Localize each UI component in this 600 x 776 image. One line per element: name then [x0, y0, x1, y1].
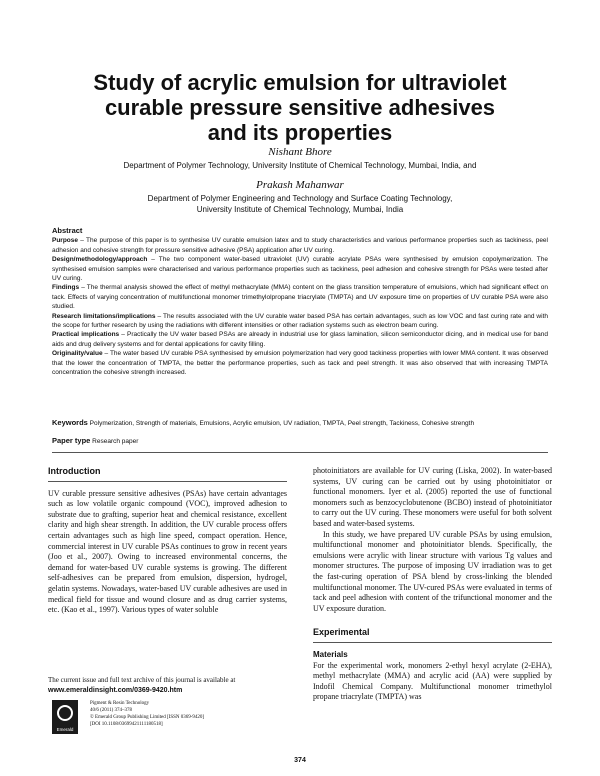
design-label: Design/methodology/approach	[52, 256, 148, 264]
purpose-text: – The purpose of this paper is to synthesise UV curable emulsion latex and to study characteristics and various performance properties such as tackiness, peel adhesion and cohesive strength for pressure sensitive adhesive (PSA) application after UV curing.	[52, 237, 548, 254]
abstract-limitations	[52, 312, 548, 331]
limitations-text: – The results associated with the UV curable water based PSA has certain advantages, such as low VOC and fast curing rate and with the scope for further research by using the radiations with different intensities or other radiation systems such as electron beam curing.	[52, 312, 548, 330]
paper-type-text: Research paper	[92, 438, 139, 445]
introduction-paragraph: UV curable pressure sensitive adhesives (PSAs) have certain advantages such as low volatile organic compound (VOC), improved adhesion to substrate due to grafting, superior heat and chemical resistance, excellent clarity and high shear strength. In addition, the UV curable process offers certain advantages such as high line speed, compact operation. Hence, commercial interest in UV curable PSAs continues to grow in recent years (Joo et al., 2007). Owing to increased environmental concerns, the demand for water-based UV curable systems is growing. The different self-adhesives can be prepared from emulsion, dispersion, hydrogel, gelatin systems. Nowadays, water-based UV curable adhesives are used in medical field for tissue and wound closure and as drug carrier systems, etc. (Kao et al., 1997). Various types of water soluble	[48, 488, 287, 615]
practical-label: Practical implications	[52, 331, 120, 339]
practical-text: – Practically the UV water based PSAs are already in industrial use for glass lamination, silicon semiconductor dicing, and in medical use for band aids and drug delivery systems and for dental applications for cavity filling.	[52, 331, 548, 348]
journal-url[interactable]: www.emeraldinsight.com/0369-9420.htm	[48, 686, 183, 694]
design-text: – The two component water-based ultraviolet (UV) curable acrylate PSAs were synthesised by emulsion copolymerization. The synthesised emulsion samples were characterised and various performance properties such as tackiness, peel adhesion and cohesive strength for PSAs were tested after UV curing.	[52, 256, 548, 283]
logo-word: Emerald	[56, 727, 74, 732]
paper-type-label: Paper type	[52, 436, 91, 445]
spacer	[313, 614, 552, 627]
journal-publisher: © Emerald Group Publishing Limited [ISSN 0369-9420]	[90, 715, 205, 720]
emerald-logo	[52, 700, 78, 734]
journal-volume: 40/6 (2011) 374–378	[90, 708, 133, 713]
abstract-design	[52, 255, 548, 283]
footnote	[48, 676, 288, 695]
journal-doi: [DOI 10.1108/03699421111180518]	[90, 722, 163, 727]
keywords-label: Keywords	[52, 418, 88, 427]
title-line-3: and its properties	[207, 120, 393, 145]
logo-ring-icon	[57, 705, 73, 721]
abstract-practical	[52, 330, 548, 349]
divider	[313, 642, 552, 643]
keywords	[52, 418, 548, 427]
affiliation-line: University Institute of Chemical Technology, Mumbai, India	[196, 205, 404, 214]
findings-label: Findings	[52, 284, 80, 292]
affiliation-line: Department of Polymer Engineering and Technology and Surface Coating Technology,	[147, 194, 453, 203]
purpose-label: Purpose	[52, 237, 79, 245]
title-line-2: curable pressure sensitive adhesives	[104, 95, 496, 120]
left-column	[48, 466, 287, 616]
abstract-originality	[52, 349, 548, 377]
abstract	[52, 226, 548, 378]
journal-info	[90, 700, 290, 728]
divider	[48, 481, 287, 482]
introduction-heading: Introduction	[48, 466, 101, 476]
findings-text: – The thermal analysis showed the effect of methyl methacrylate (MMA) content on the glass transition temperature of emulsions, which had significant effect on tack. Effects of varying concentration of multifunctional monomer trimethylolpropane triacrylate (TMPTA) and UV exposure time on properties of UV curable PSA were also studied.	[52, 284, 548, 311]
author-affiliation	[60, 160, 540, 171]
journal-name: Pigment & Resin Technology	[90, 701, 150, 706]
paper-title	[40, 70, 560, 145]
keywords-text: Polymerization, Strength of materials, Emulsions, Acrylic emulsion, UV radiation, TMPTA, Peel strength, Tackiness, Cohesive strength	[89, 420, 475, 427]
page-number: 374	[294, 757, 306, 764]
paper-type	[52, 436, 548, 445]
right-column	[313, 466, 552, 703]
divider	[52, 452, 548, 453]
materials-paragraph: For the experimental work, monomers 2-ethyl hexyl acrylate (2-EHA), methyl methacrylate (MMA) and acrylic acid (AA) were supplied by Indofil Chemical Company. Multifunctional monomer trimethylol propane triacrylate (TMPTA) was	[313, 660, 552, 702]
title-line-1: Study of acrylic emulsion for ultraviolet	[93, 70, 507, 95]
experimental-heading: Experimental	[313, 627, 370, 638]
materials-heading: Materials	[313, 649, 348, 659]
abstract-findings	[52, 283, 548, 311]
affiliation-line: Department of Polymer Technology, University Institute of Chemical Technology, Mumbai, India, and	[123, 161, 477, 170]
author-affiliation	[60, 193, 540, 215]
abstract-purpose	[52, 236, 548, 255]
body-paragraph: In this study, we have prepared UV curable PSAs by using emulsion, multifunctional monomer and photoinitiator blends. Specifically, the emulsions were acrylic with linear structure with various Tg values and monomer structures. The purpose of imposing UV irradiation was to get the fast-curing operation of PSA blend by cross-linking the blended multifunctional monomer. The UV-cured PSAs were evaluated in terms of tack and peel adhesion with content of the trifunctional monomer and the UV exposure duration.	[313, 529, 552, 613]
abstract-heading: Abstract	[52, 226, 83, 235]
body-paragraph: photoinitiators are available for UV curing (Liska, 2002). In water-based systems, UV curing can be carried out by using photoinitiator or functional monomers. Iyer et al. (2005) reported the use of functional monomers such as benzocyclobutenone (BCBO) instead of photoinitiator to carry out the UV curing. These monomers were useful for both solvent based and water-based systems.	[313, 466, 552, 528]
originality-label: Originality/value	[52, 350, 103, 358]
author-name: Prakash Mahanwar	[256, 179, 344, 191]
author-name: Nishant Bhore	[268, 146, 332, 158]
originality-text: – The water based UV curable PSA synthesised by emulsion polymerization had very good tackiness properties with lower MMA content. It was observed that the lower the concentration of TMPTA, the better the performance properties, such as tack and peel strength. It was also observed that with increasing TMPTA concentration the cohesive strength increased.	[52, 350, 548, 377]
footnote-text: The current issue and full text archive of this journal is available at	[48, 676, 236, 684]
limitations-label: Research limitations/implications	[52, 312, 156, 320]
